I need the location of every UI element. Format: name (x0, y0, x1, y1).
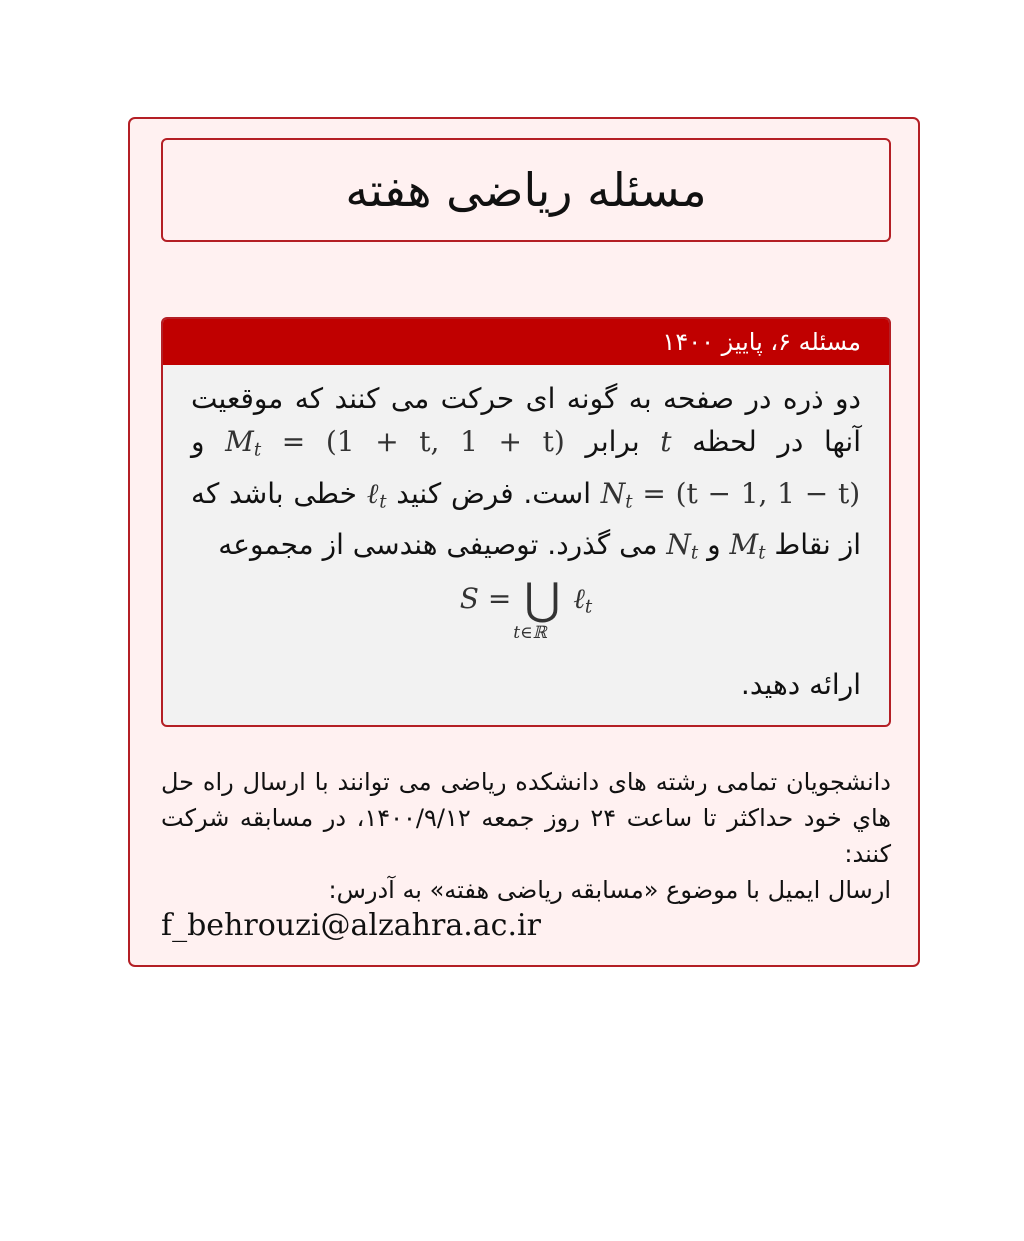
var-nt: $N_t$ (666, 528, 699, 564)
formula-nt: $N_t = (t - 1$, 1 − t) (600, 476, 861, 513)
title-box (161, 138, 891, 242)
problem-line-4c: می گذرد. توصیفی هندسی از (322, 528, 658, 562)
page-title: مسئله ریاضی هفته (345, 163, 707, 217)
var-mt: $M_t$ (729, 528, 766, 564)
problem-line-2c: و (191, 425, 205, 458)
problem-line-2b: برابر (585, 425, 640, 458)
problem-statement (163, 365, 889, 575)
problem-line-1: دو ذره در صفحه به گونه ای حرکت می کنند که (294, 382, 861, 415)
problem-line-4b: و (707, 528, 721, 562)
problem-line-2a: موقعیت آنها در لحظه (191, 382, 861, 458)
problem-box (161, 317, 891, 727)
footer-text-2: ارسال ایمیل با موضوع «مسابقه ریاضی هفته» به آدرس: (328, 876, 891, 904)
formula-mt: $M_t = (1 + t$, 1 + t) (225, 425, 565, 461)
var-t: t (660, 425, 672, 458)
set-formula-subscript: t∈ℝ (513, 622, 547, 643)
set-formula (163, 573, 889, 659)
problem-line-5: مجموعه (218, 528, 314, 562)
problem-line-4a: که از نقاط (191, 476, 861, 562)
problem-closing: ارائه دهید. (740, 667, 861, 701)
announcement-card (128, 117, 920, 967)
set-formula-term: ℓ$_t$ (573, 581, 593, 618)
footer-text-1: دانشجویان تمامی رشته های دانشکده ریاضی می توانند با ارسال راه حل هاي خود حداکثر تا ساعت ۲۴ روز جمعه ۱۴۰۰/۹/۱۲، در مسابقه شرکت کنند: (161, 768, 891, 868)
set-formula-lhs: S = (459, 581, 512, 615)
var-lt: ℓ$_t$ (366, 476, 387, 513)
footer-info (161, 764, 891, 944)
formula-mt-value: (1 + t, 1 + t) (325, 425, 565, 458)
big-union-symbol: ⋃ (524, 573, 561, 625)
problem-header: مسئله ۶، پاییز ۱۴۰۰ (163, 319, 889, 365)
contact-email[interactable]: f_behrouzi@alzahra.ac.ir (161, 908, 541, 943)
problem-line-3b: خطی باشد (229, 476, 357, 510)
formula-nt-value: (t − 1, 1 − t) (675, 476, 861, 510)
problem-line-3a: است. فرض کنید (396, 476, 592, 510)
